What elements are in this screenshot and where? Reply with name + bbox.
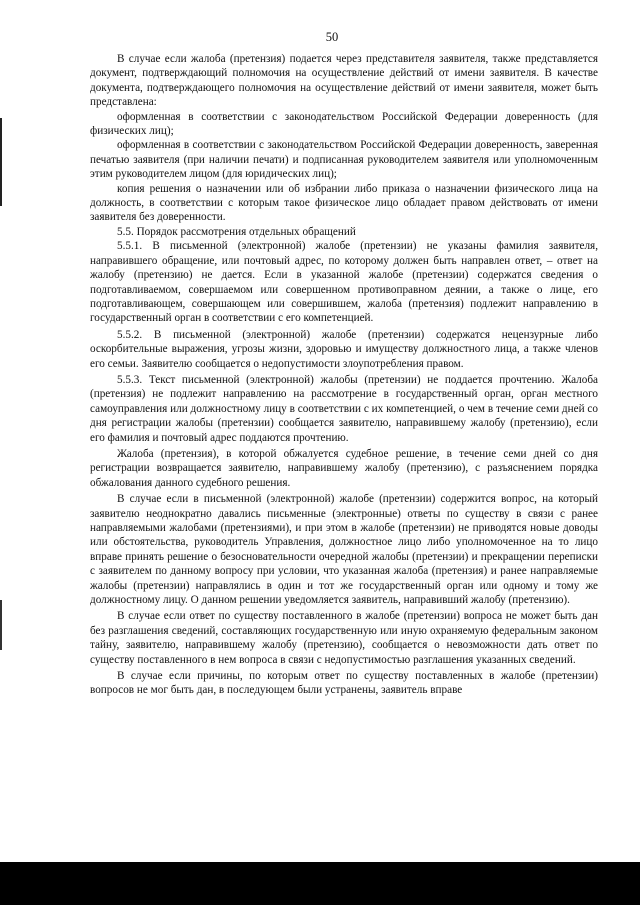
scan-edge-mark-lower	[0, 600, 2, 650]
paragraph-5-5-2: 5.5.2. В письменной (электронной) жалобе (претензии) содержатся нецензурные либо оскорбительные выражения, угрозы жизни, здоровью и имуществу должностного лица, а также членов его семьи. Заявителю сообщается о недопустимости злоупотребления правом.	[90, 328, 598, 370]
paragraph-state-secret: В случае если ответ по существу поставленного в жалобе (претензии) вопроса не может быть дан без разглашения сведений, составляющих государственную или иную охраняемую федеральным законом тайну, заявителю, направившему жалобу (претензию), сообщается о невозможности дать ответ по существу поставленного в нем вопроса в связи с недопустимостью разглашения указанных сведений.	[90, 610, 598, 666]
paragraph-5-5-1: 5.5.1. В письменной (электронной) жалобе (претензии) не указаны фамилия заявителя, направившего обращение, или почтовый адрес, по которому должен быть направлен ответ, – ответ на жалобу (претензию) не дается. Если в указанной жалобе (претензии) содержатся сведения о подготавливаемом, совершаемом или совершенном противоправном деянии, а также о лице, его подготавливающем, совершающем или совершившем, жалоба (претензия) подлежит направлению в государственный орган в соответствии с его компетенцией.	[90, 240, 598, 325]
section-heading-5-5: 5.5. Порядок рассмотрения отдельных обращений	[117, 225, 356, 238]
paragraph-court-decision: Жалоба (претензия), в которой обжалуется судебное решение, в течение семи дней со дня регистрации возвращается заявителю, направившему жалобу (претензию), с разъяснением порядка обжалования данного судебного решения.	[90, 447, 598, 489]
paragraph-5-5-3: 5.5.3. Текст письменной (электронной) жалобы (претензии) не поддается прочтению. Жалоба (претензия) не подлежит направлению на рассмотрение в государственный орган, орган местного самоуправления или должностному лицу в соответствии с их компетенцией, о чем в течение семи дней со дня регистрации жалобы (претензии) сообщается заявителю, направившему жалобу (претензию), если его фамилия и почтовый адрес поддаются прочтению.	[90, 373, 598, 444]
paragraph-resolved-reasons: В случае если причины, по которым ответ по существу поставленных в жалобе (претензии) вопросов не мог быть дан, в последующем были устранены, заявитель вправе	[90, 670, 598, 697]
document-body	[90, 52, 598, 698]
paragraph-legal-entity-proxy: оформленная в соответствии с законодательством Российской Федерации доверенность, заверенная печатью заявителя (при наличии печати) и подписанная руководителем заявителя или уполномоченным этим руководителем лицом (для юридических лиц);	[90, 139, 598, 181]
paragraph-appointment-copy: копия решения о назначении или об избрании либо приказа о назначении физического лица на должность, в соответствии с которым такое физическое лицо обладает правом действовать от имени заявителя без доверенности.	[90, 182, 598, 224]
paragraph-representative: В случае если жалоба (претензия) подается через представителя заявителя, также представляется документ, подтверждающий полномочия на осуществление действий от имени заявителя. В качестве документа, подтверждающего полномочия на осуществление действий от имени заявителя, может быть представлена:	[90, 53, 598, 109]
page-number: 50	[325, 30, 339, 44]
paragraph-individual-proxy: оформленная в соответствии с законодательством Российской Федерации доверенность (для физических лиц);	[90, 110, 598, 138]
scan-edge-mark	[0, 118, 2, 206]
paragraph-repeated-complaint: В случае если в письменной (электронной) жалобе (претензии) содержится вопрос, на который заявителю неоднократно давались письменные (электронные) ответы по существу в связи с ранее направляемыми жалобами (претензиями), и при этом в жалобе (претензии) не приводятся новые доводы или обстоятельства, руководитель Управления, должностное лицо либо уполномоченное на то лицо вправе принять решение о безосновательности очередной жалобы (претензии) и прекращении переписки с заявителем по данному вопросу при условии, что указанная жалоба (претензия) и ранее направляемые жалобы (претензии) направлялись в один и тот же государственный орган или одному и тому же должностному лицу. О данном решении уведомляется заявитель, направивший жалобу (претензию).	[90, 493, 598, 607]
scan-bottom-border	[0, 862, 640, 905]
